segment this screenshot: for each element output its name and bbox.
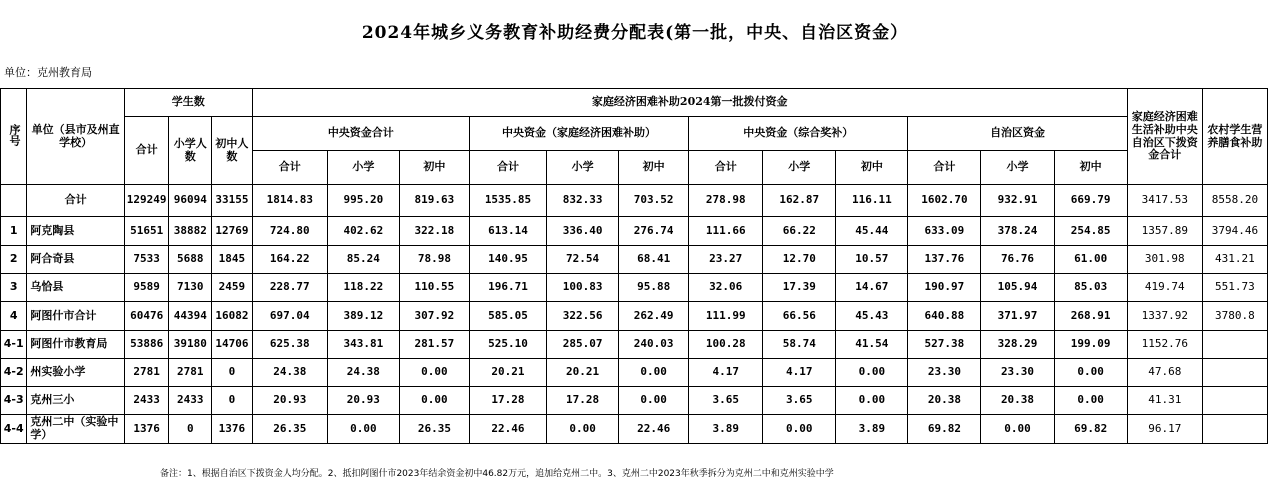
cell-zt: 111.66 (689, 217, 763, 246)
row-unit-name: 州实验小学 (27, 359, 124, 387)
cell-ap: 0.00 (981, 415, 1054, 444)
cell-nutrition (1202, 359, 1267, 387)
cell-ap: 371.97 (981, 302, 1054, 331)
row-seq: 4-3 (1, 387, 27, 415)
cell-cj: 307.92 (399, 302, 469, 331)
cell-ht: 196.71 (469, 274, 546, 302)
cell-at: 69.82 (908, 415, 981, 444)
cell-living-subsidy: 1337.92 (1127, 302, 1202, 331)
cell-at: 23.30 (908, 359, 981, 387)
cell-zj: 0.00 (836, 359, 908, 387)
cell-s-primary: 2781 (169, 359, 212, 387)
header-sub-primary: 小学 (327, 151, 399, 185)
cell-zp: 4.17 (763, 359, 836, 387)
header-sub-primary: 小学 (547, 151, 619, 185)
cell-ht: 17.28 (469, 387, 546, 415)
header-students: 学生数 (124, 89, 252, 117)
cell-ct: 1814.83 (252, 185, 327, 217)
cell-zp: 66.22 (763, 217, 836, 246)
unit-label: 单位：克州教育局 (4, 66, 92, 79)
row-seq: 1 (1, 217, 27, 246)
cell-hp: 100.83 (547, 274, 619, 302)
header-unit: 单位（县市及州直学校） (27, 89, 124, 185)
cell-ht: 22.46 (469, 415, 546, 444)
cell-cp: 389.12 (327, 302, 399, 331)
cell-living-subsidy: 301.98 (1127, 246, 1202, 274)
cell-living-subsidy: 96.17 (1127, 415, 1202, 444)
cell-hp: 72.54 (547, 246, 619, 274)
cell-zj: 45.43 (836, 302, 908, 331)
cell-hj: 276.74 (619, 217, 689, 246)
cell-hp: 0.00 (547, 415, 619, 444)
cell-hj: 262.49 (619, 302, 689, 331)
header-students-total: 合计 (124, 117, 169, 185)
header-central-total: 中央资金合计 (252, 117, 469, 151)
cell-nutrition: 551.73 (1202, 274, 1267, 302)
cell-s-total: 9589 (124, 274, 169, 302)
cell-cp: 402.62 (327, 217, 399, 246)
cell-aj: 0.00 (1054, 387, 1127, 415)
header-hardship-group: 家庭经济困难补助2024第一批拨付资金 (252, 89, 1127, 117)
cell-zp: 3.65 (763, 387, 836, 415)
row-unit-name: 合计 (27, 185, 124, 217)
cell-s-junior: 0 (212, 359, 253, 387)
cell-cj: 819.63 (399, 185, 469, 217)
cell-s-primary: 38882 (169, 217, 212, 246)
cell-zj: 14.67 (836, 274, 908, 302)
cell-aj: 85.03 (1054, 274, 1127, 302)
cell-s-primary: 2433 (169, 387, 212, 415)
row-unit-name: 乌恰县 (27, 274, 124, 302)
header-sub-total: 合计 (252, 151, 327, 185)
cell-living-subsidy: 41.31 (1127, 387, 1202, 415)
header-seq: 序号 (1, 89, 27, 185)
cell-aj: 69.82 (1054, 415, 1127, 444)
cell-ap: 76.76 (981, 246, 1054, 274)
cell-ct: 20.93 (252, 387, 327, 415)
row-seq: 4-1 (1, 331, 27, 359)
cell-cj: 0.00 (399, 359, 469, 387)
cell-cp: 0.00 (327, 415, 399, 444)
cell-s-junior: 14706 (212, 331, 253, 359)
cell-aj: 268.91 (1054, 302, 1127, 331)
cell-zp: 58.74 (763, 331, 836, 359)
cell-s-total: 2433 (124, 387, 169, 415)
cell-aj: 61.00 (1054, 246, 1127, 274)
cell-ct: 697.04 (252, 302, 327, 331)
cell-s-junior: 1376 (212, 415, 253, 444)
header-sub-junior: 初中 (836, 151, 908, 185)
row-seq: 4 (1, 302, 27, 331)
cell-s-junior: 1845 (212, 246, 253, 274)
row-seq: 3 (1, 274, 27, 302)
cell-hj: 0.00 (619, 359, 689, 387)
cell-nutrition: 431.21 (1202, 246, 1267, 274)
cell-hj: 22.46 (619, 415, 689, 444)
cell-hp: 285.07 (547, 331, 619, 359)
cell-hp: 17.28 (547, 387, 619, 415)
header-students-primary: 小学人数 (169, 117, 212, 185)
cell-cp: 343.81 (327, 331, 399, 359)
cell-cj: 26.35 (399, 415, 469, 444)
cell-living-subsidy: 1152.76 (1127, 331, 1202, 359)
cell-nutrition (1202, 387, 1267, 415)
cell-zt: 100.28 (689, 331, 763, 359)
cell-zp: 12.70 (763, 246, 836, 274)
cell-aj: 254.85 (1054, 217, 1127, 246)
cell-s-primary: 7130 (169, 274, 212, 302)
row-unit-name: 阿图什市合计 (27, 302, 124, 331)
cell-ct: 228.77 (252, 274, 327, 302)
cell-s-primary: 0 (169, 415, 212, 444)
cell-zt: 3.89 (689, 415, 763, 444)
row-unit-name: 阿图什市教育局 (27, 331, 124, 359)
header-living-subsidy: 家庭经济困难生活补助中央自治区下拨资金合计 (1127, 89, 1202, 185)
row-seq: 2 (1, 246, 27, 274)
header-central-hardship: 中央资金（家庭经济困难补助） (469, 117, 688, 151)
cell-ap: 105.94 (981, 274, 1054, 302)
header-sub-total: 合计 (908, 151, 981, 185)
cell-living-subsidy: 1357.89 (1127, 217, 1202, 246)
cell-nutrition: 3780.8 (1202, 302, 1267, 331)
cell-ct: 164.22 (252, 246, 327, 274)
cell-s-total: 53886 (124, 331, 169, 359)
cell-hp: 20.21 (547, 359, 619, 387)
cell-cj: 322.18 (399, 217, 469, 246)
cell-s-primary: 39180 (169, 331, 212, 359)
cell-at: 633.09 (908, 217, 981, 246)
row-unit-name: 克州二中（实验中学） (27, 415, 124, 444)
cell-zj: 41.54 (836, 331, 908, 359)
cell-nutrition (1202, 415, 1267, 444)
header-sub-primary: 小学 (981, 151, 1054, 185)
cell-zt: 23.27 (689, 246, 763, 274)
cell-hp: 336.40 (547, 217, 619, 246)
cell-cj: 281.57 (399, 331, 469, 359)
cell-hp: 832.33 (547, 185, 619, 217)
cell-zj: 45.44 (836, 217, 908, 246)
header-sub-total: 合计 (469, 151, 546, 185)
cell-nutrition (1202, 331, 1267, 359)
cell-zt: 4.17 (689, 359, 763, 387)
cell-nutrition: 3794.46 (1202, 217, 1267, 246)
cell-cp: 995.20 (327, 185, 399, 217)
header-students-junior: 初中人数 (212, 117, 253, 185)
cell-cp: 20.93 (327, 387, 399, 415)
cell-ht: 585.05 (469, 302, 546, 331)
cell-hj: 240.03 (619, 331, 689, 359)
cell-zj: 116.11 (836, 185, 908, 217)
table-row (1, 359, 1268, 387)
header-sub-junior: 初中 (619, 151, 689, 185)
cell-zt: 3.65 (689, 387, 763, 415)
cell-cj: 110.55 (399, 274, 469, 302)
cell-ct: 26.35 (252, 415, 327, 444)
cell-living-subsidy: 47.68 (1127, 359, 1202, 387)
cell-ht: 1535.85 (469, 185, 546, 217)
cell-zp: 162.87 (763, 185, 836, 217)
cell-ct: 625.38 (252, 331, 327, 359)
cell-s-total: 7533 (124, 246, 169, 274)
header-nutrition: 农村学生营养膳食补助 (1202, 89, 1267, 185)
cell-zt: 278.98 (689, 185, 763, 217)
cell-hj: 703.52 (619, 185, 689, 217)
header-sub-junior: 初中 (399, 151, 469, 185)
allocation-table (0, 88, 1268, 444)
cell-aj: 669.79 (1054, 185, 1127, 217)
header-sub-junior: 初中 (1054, 151, 1127, 185)
table-body (1, 185, 1268, 444)
cell-at: 1602.70 (908, 185, 981, 217)
cell-zj: 0.00 (836, 387, 908, 415)
cell-ap: 932.91 (981, 185, 1054, 217)
cell-ct: 724.80 (252, 217, 327, 246)
cell-zj: 10.57 (836, 246, 908, 274)
page-title: 2024年城乡义务教育补助经费分配表(第一批，中央、自治区资金） (361, 22, 909, 43)
table-row (1, 415, 1268, 444)
header-central-comprehensive: 中央资金（综合奖补） (689, 117, 908, 151)
table-row (1, 274, 1268, 302)
cell-s-total: 60476 (124, 302, 169, 331)
cell-s-total: 129249 (124, 185, 169, 217)
cell-ct: 24.38 (252, 359, 327, 387)
cell-ht: 20.21 (469, 359, 546, 387)
header-autonomous: 自治区资金 (908, 117, 1127, 151)
cell-s-primary: 5688 (169, 246, 212, 274)
cell-ht: 525.10 (469, 331, 546, 359)
cell-ht: 613.14 (469, 217, 546, 246)
cell-aj: 0.00 (1054, 359, 1127, 387)
cell-s-primary: 44394 (169, 302, 212, 331)
cell-s-junior: 0 (212, 387, 253, 415)
table-row (1, 302, 1268, 331)
cell-nutrition: 8558.20 (1202, 185, 1267, 217)
cell-cp: 24.38 (327, 359, 399, 387)
row-seq: 4-2 (1, 359, 27, 387)
cell-cp: 118.22 (327, 274, 399, 302)
cell-hj: 0.00 (619, 387, 689, 415)
cell-hp: 322.56 (547, 302, 619, 331)
row-seq (1, 185, 27, 217)
row-seq: 4-4 (1, 415, 27, 444)
table-row (1, 246, 1268, 274)
cell-cp: 85.24 (327, 246, 399, 274)
cell-zp: 0.00 (763, 415, 836, 444)
cell-s-total: 51651 (124, 217, 169, 246)
cell-ap: 23.30 (981, 359, 1054, 387)
cell-zt: 32.06 (689, 274, 763, 302)
cell-s-total: 1376 (124, 415, 169, 444)
table-row (1, 387, 1268, 415)
cell-cj: 0.00 (399, 387, 469, 415)
cell-s-junior: 33155 (212, 185, 253, 217)
cell-ap: 328.29 (981, 331, 1054, 359)
cell-ht: 140.95 (469, 246, 546, 274)
cell-s-junior: 16082 (212, 302, 253, 331)
cell-at: 137.76 (908, 246, 981, 274)
cell-living-subsidy: 419.74 (1127, 274, 1202, 302)
cell-aj: 199.09 (1054, 331, 1127, 359)
cell-at: 640.88 (908, 302, 981, 331)
cell-zt: 111.99 (689, 302, 763, 331)
cell-zp: 17.39 (763, 274, 836, 302)
header-sub-primary: 小学 (763, 151, 836, 185)
cell-ap: 20.38 (981, 387, 1054, 415)
cell-s-junior: 12769 (212, 217, 253, 246)
cell-zj: 3.89 (836, 415, 908, 444)
row-unit-name: 阿克陶县 (27, 217, 124, 246)
cell-living-subsidy: 3417.53 (1127, 185, 1202, 217)
cell-hj: 95.88 (619, 274, 689, 302)
row-unit-name: 克州三小 (27, 387, 124, 415)
row-unit-name: 阿合奇县 (27, 246, 124, 274)
cell-zp: 66.56 (763, 302, 836, 331)
table-row (1, 331, 1268, 359)
table-row (1, 185, 1268, 217)
cell-at: 20.38 (908, 387, 981, 415)
cell-hj: 68.41 (619, 246, 689, 274)
cell-s-junior: 2459 (212, 274, 253, 302)
cell-at: 190.97 (908, 274, 981, 302)
cell-cj: 78.98 (399, 246, 469, 274)
cell-at: 527.38 (908, 331, 981, 359)
footnote: 备注：1、根据自治区下拨资金人均分配。2、抵扣阿图什市2023年结余资金初中46.82万元，追加给克州二中。3、克州二中2023年秋季拆分为克州二中和克州实验中学 (160, 469, 834, 479)
cell-s-primary: 96094 (169, 185, 212, 217)
table-row (1, 217, 1268, 246)
header-sub-total: 合计 (689, 151, 763, 185)
cell-s-total: 2781 (124, 359, 169, 387)
cell-ap: 378.24 (981, 217, 1054, 246)
